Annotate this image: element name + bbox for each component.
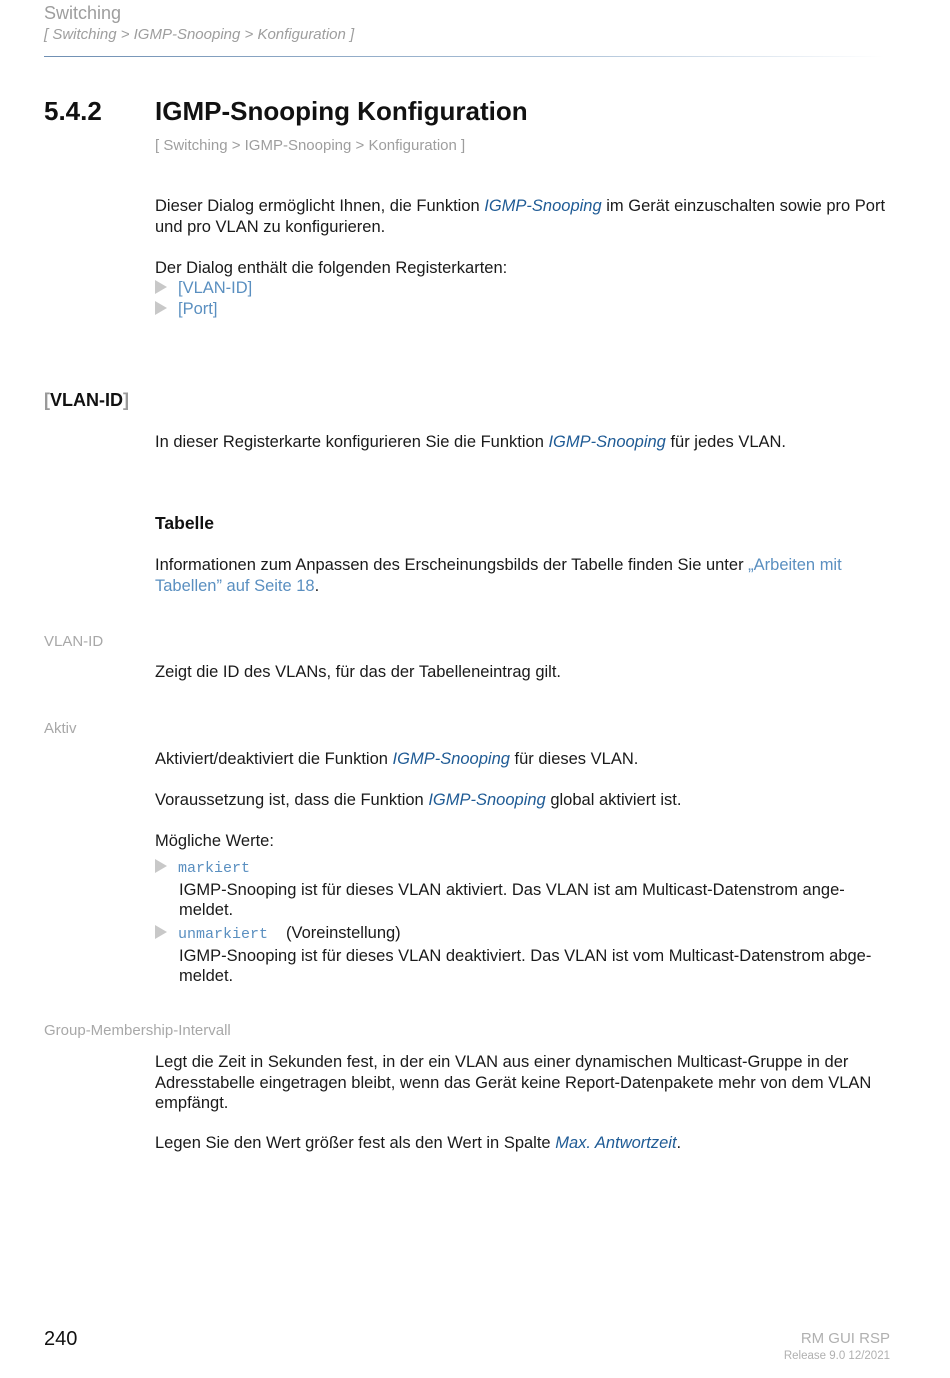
bullet-arrow-icon [155, 859, 167, 873]
field-desc-vlan-id: Zeigt die ID des VLANs, für das der Tabelleneintrag gilt. [155, 663, 561, 681]
keyword-igmp-snooping: IGMP-Snooping [392, 750, 510, 768]
header-divider [44, 56, 884, 57]
bullet-arrow-icon [155, 301, 167, 315]
option-markiert [155, 857, 895, 921]
section-title: IGMP-Snooping Konfiguration [155, 96, 528, 126]
tabs-intro: Der Dialog enthält die folgenden Registerkarten: [155, 259, 508, 277]
tab-link-vlan-id[interactable]: [VLAN-ID] [155, 278, 895, 299]
option-description: IGMP-Snooping ist für dieses VLAN aktiviert. Das VLAN ist am Multicast-Datenstrom ange-meldet. [179, 880, 845, 919]
running-header-title: Switching [44, 3, 122, 23]
release-info: Release 9.0 12/2021 [783, 1350, 890, 1362]
tab-link-port[interactable]: [Port] [155, 299, 895, 320]
field-label-group-membership-interval: Group-Membership-Intervall [44, 1022, 231, 1039]
keyword-igmp-snooping: IGMP-Snooping [428, 791, 546, 809]
bullet-arrow-icon [155, 280, 167, 294]
tab-heading-vlan-id: [VLAN-ID] [44, 390, 129, 410]
option-description: IGMP-Snooping ist für dieses VLAN deaktiviert. Das VLAN ist vom Multicast-Datenstrom abge-meldet. [179, 946, 872, 985]
possible-values-label: Mögliche Werte: [155, 832, 274, 850]
field-desc-aktiv: Aktiviert/deaktiviert die Funktion IGMP-Snooping für dieses VLAN. [155, 750, 639, 768]
option-default-note: (Voreinstellung) [286, 924, 401, 942]
keyword-igmp-snooping: IGMP-Snooping [484, 197, 602, 215]
field-label-aktiv: Aktiv [44, 720, 77, 737]
section-menu-path: [ Switching > IGMP-Snooping > Konfiguration ] [155, 137, 466, 154]
intro-paragraph: Dieser Dialog ermöglicht Ihnen, die Funktion IGMP-Snooping im Gerät einzuschalten sowie pro Port und pro VLAN zu konfigurieren. [155, 197, 886, 236]
keyword-igmp-snooping: IGMP-Snooping [548, 433, 666, 451]
option-value: markiert [178, 860, 251, 877]
keyword-max-antwortzeit: Max. Antwortzeit [555, 1134, 677, 1152]
running-header-path: [ Switching > IGMP-Snooping > Konfiguration ] [44, 26, 355, 43]
table-heading: Tabelle [155, 513, 215, 533]
option-value: unmarkiert [178, 926, 269, 943]
field-desc-group-membership-interval: Legt die Zeit in Sekunden fest, in der ein VLAN aus einer dynamischen Multicast-Gruppe in der Adresstabelle eingetragen bleibt, wenn das Gerät keine Report-Datenpakete mehr von dem VLAN empfängt. [155, 1053, 872, 1112]
tab-description: In dieser Registerkarte konfigurieren Sie die Funktion IGMP-Snooping für jedes VLAN. [155, 433, 787, 451]
option-unmarkiert [155, 923, 895, 987]
table-info: Informationen zum Anpassen des Erscheinungsbilds der Tabelle finden Sie unter „Arbeiten mit Tabellen” auf Seite 18. [155, 556, 842, 595]
field-note-group-membership-interval: Legen Sie den Wert größer fest als den Wert in Spalte Max. Antwortzeit. [155, 1134, 682, 1152]
field-label-vlan-id: VLAN-ID [44, 633, 104, 650]
document-name: RM GUI RSP [800, 1330, 890, 1347]
page-number: 240 [44, 1328, 78, 1350]
bullet-arrow-icon [155, 925, 167, 939]
field-prerequisite-aktiv: Voraussetzung ist, dass die Funktion IGMP-Snooping global aktiviert ist. [155, 791, 682, 809]
table-help-link[interactable]: „Arbeiten mit Tabellen” auf Seite 18 [155, 556, 842, 595]
section-number: 5.4.2 [44, 96, 102, 126]
